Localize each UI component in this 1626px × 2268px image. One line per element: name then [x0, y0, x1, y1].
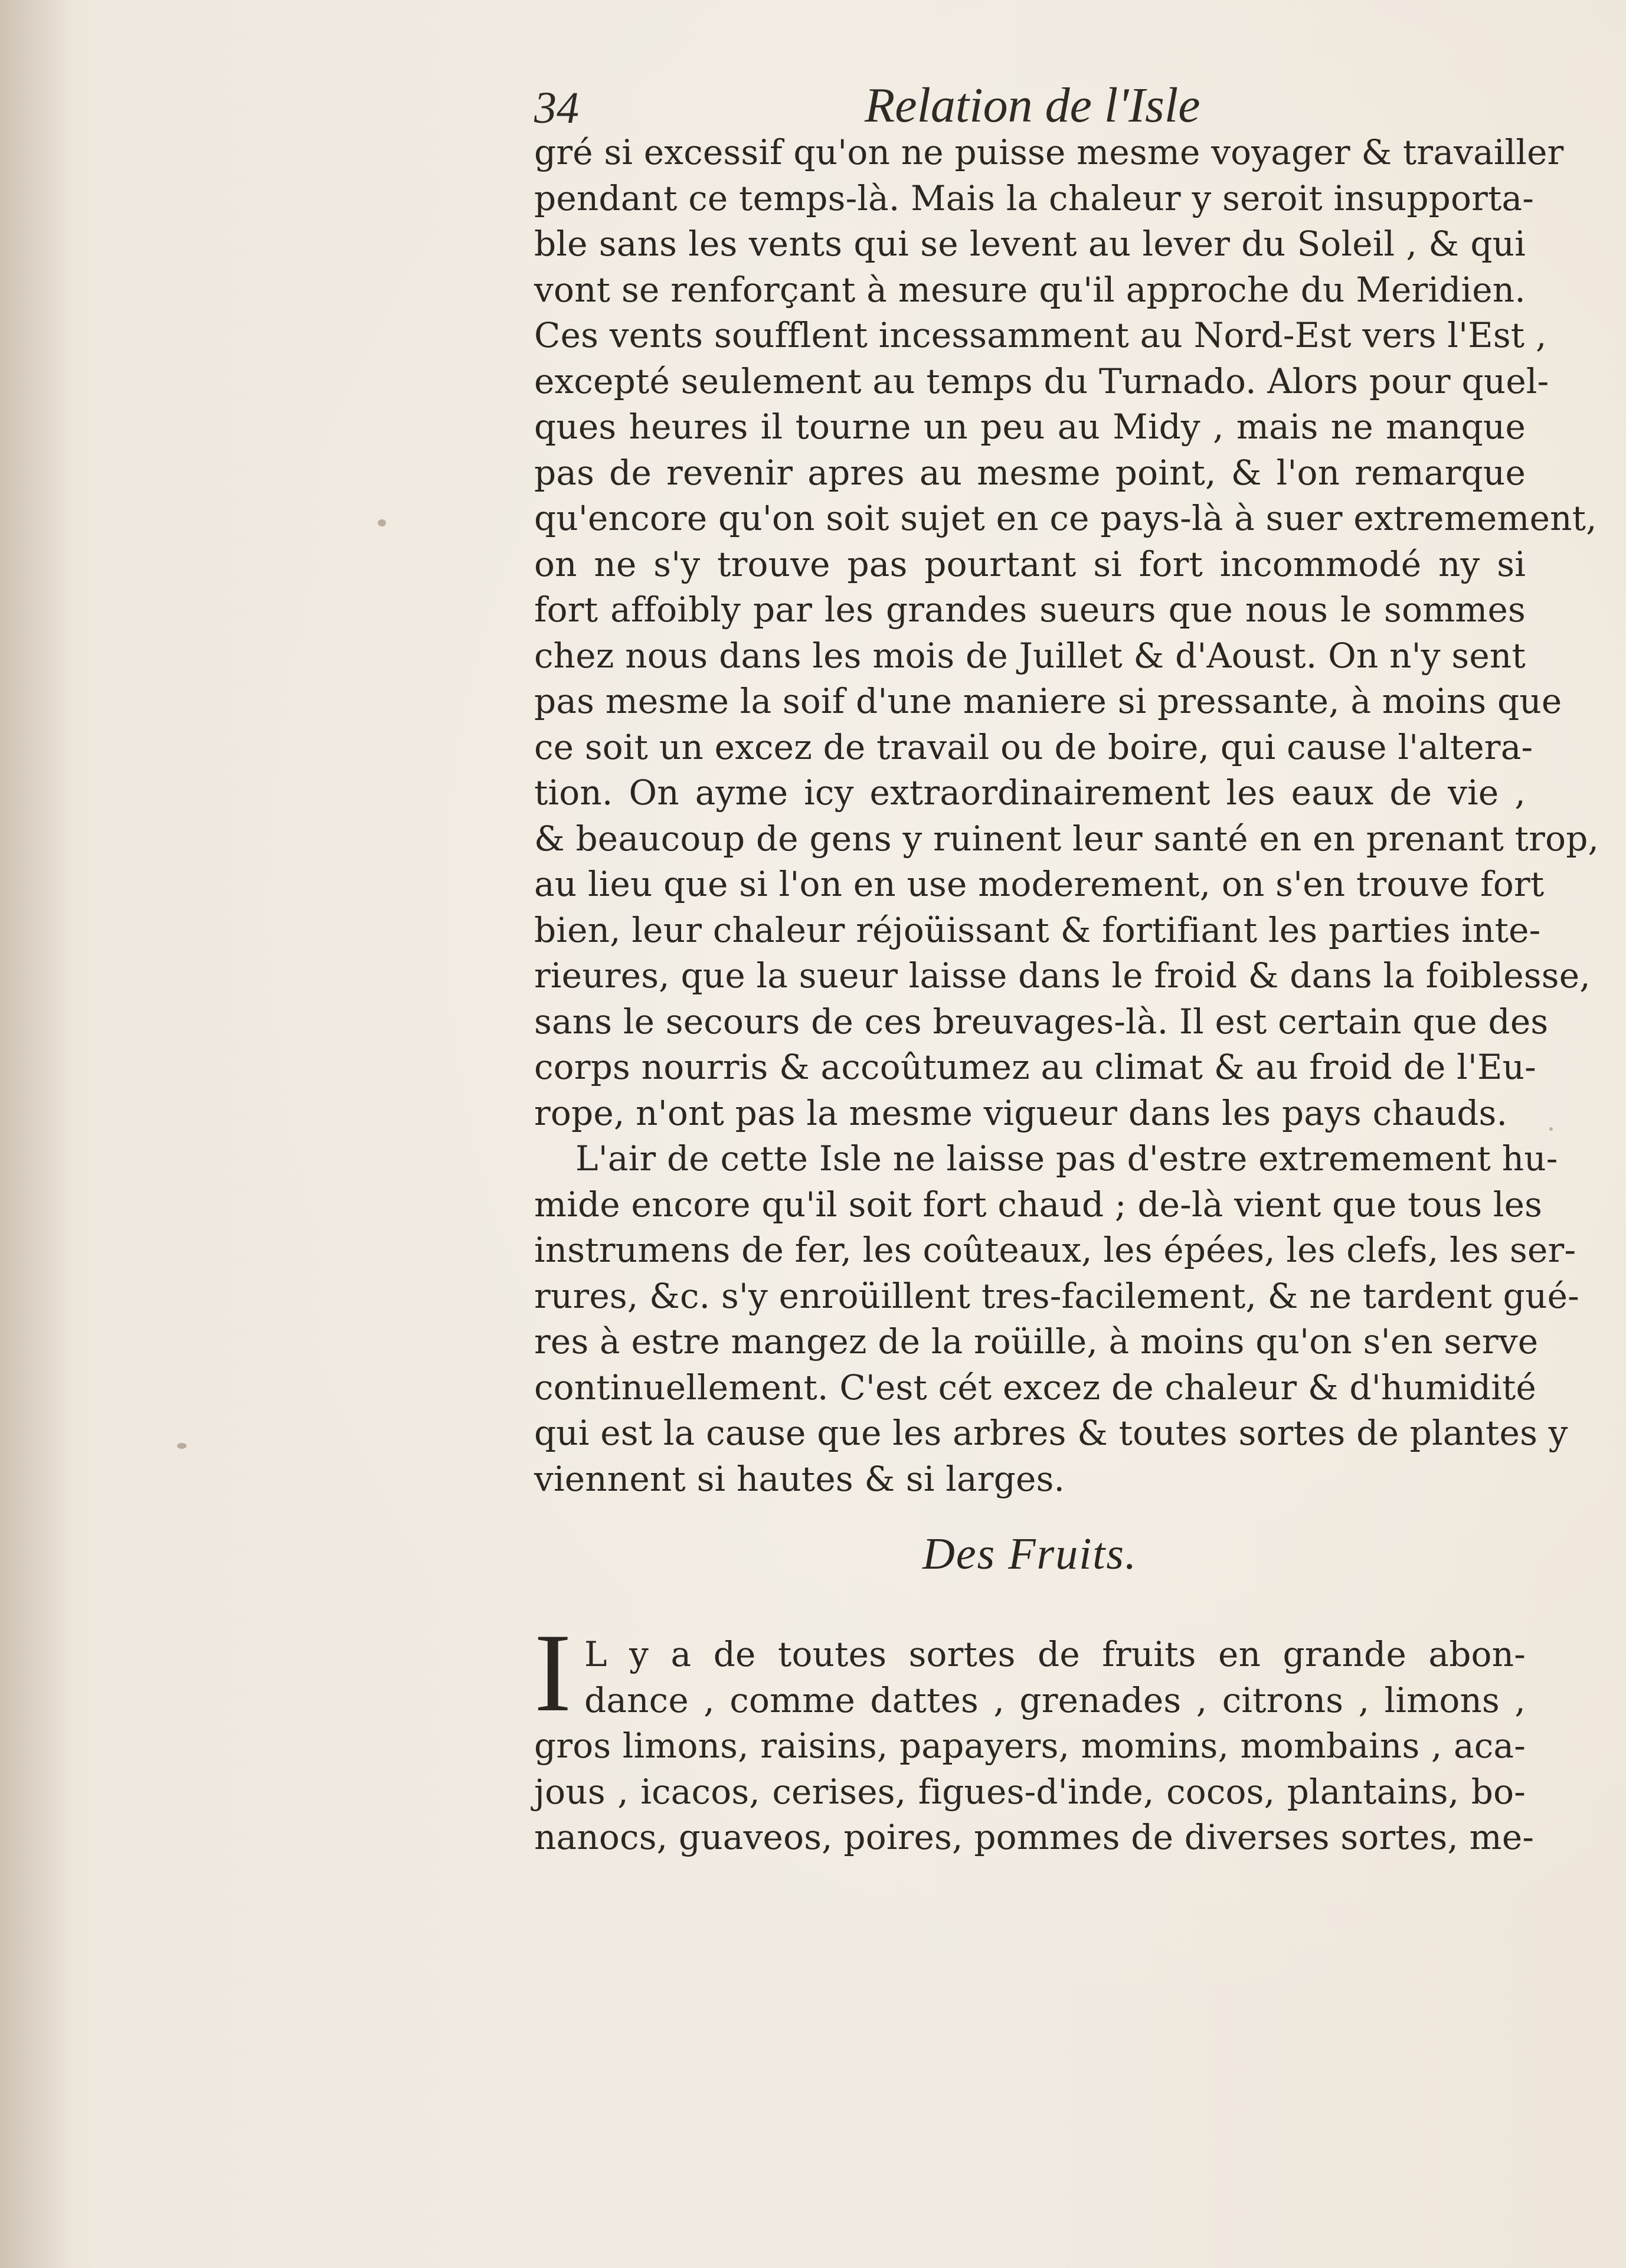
text-line: qui est la cause que les arbres & toutes sortes de plantes y — [534, 1413, 1568, 1453]
text-line: L y a de toutes sortes de fruits en grande abon- — [584, 1634, 1526, 1674]
text-line: ble sans les vents qui se levent au lever du Soleil , & qui — [534, 224, 1526, 264]
text-line: L'air de cette Isle ne laisse pas d'estre extremement hu- — [575, 1138, 1558, 1179]
text-line: pas de revenir apres au mesme point, & l'on remarque — [534, 452, 1526, 493]
page-header — [534, 74, 1198, 139]
text-line: excepté seulement au temps du Turnado. Alors pour quel- — [534, 361, 1549, 401]
text-line: pas mesme la soif d'une maniere si pressante, à moins que — [534, 681, 1562, 721]
section-title: Des Fruits. — [922, 1529, 1137, 1579]
gutter-shadow — [0, 0, 71, 2268]
text-line: rieures, que la sueur laisse dans le froid & dans la foiblesse, — [534, 955, 1591, 996]
text-line: mide encore qu'il soit fort chaud ; de-là vient que tous les — [534, 1184, 1543, 1225]
text-line: vont se renforçant à mesure qu'il approche du Meridien. — [534, 269, 1526, 310]
text-line: rures, &c. s'y enroüillent tres-facilement, & ne tardent gué- — [534, 1275, 1579, 1316]
text-line: tion. On ayme icy extraordinairement les eaux de vie , — [534, 773, 1526, 813]
text-line: rope, n'ont pas la mesme vigueur dans les pays chauds. — [534, 1092, 1508, 1133]
text-line: & beaucoup de gens y ruinent leur santé en en prenant trop, — [534, 818, 1599, 859]
text-line: viennent si hautes & si larges. — [534, 1458, 1065, 1499]
text-line: bien, leur chaleur réjoüissant & fortifiant les parties inte- — [534, 909, 1541, 950]
page-number: 34 — [534, 83, 579, 133]
paragraph-2 — [534, 1136, 1579, 1502]
text-line: au lieu que si l'on en use moderement, on s'en trouve fort — [534, 864, 1545, 904]
drop-cap: I — [534, 1611, 572, 1735]
text-line: fort affoibly par les grandes sueurs que nous le sommes — [534, 590, 1526, 630]
text-line: corps nourris & accoûtumez au climat & au froid de l'Eu- — [534, 1047, 1536, 1087]
text-line: Ces vents soufflent incessamment au Nord-Est vers l'Est , — [534, 315, 1547, 355]
foxing-spot — [378, 519, 386, 526]
text-line: continuellement. C'est cét excez de chaleur & d'humidité — [534, 1367, 1537, 1408]
text-line: on ne s'y trouve pas pourtant si fort incommodé ny si — [534, 544, 1526, 584]
text-line: ques heures il tourne un peu au Midy , mais ne manque — [534, 407, 1526, 447]
foxing-spot — [177, 1443, 187, 1449]
section-lines-top — [584, 1632, 1526, 1723]
paragraph-1 — [534, 130, 1599, 1136]
text-line: qu'encore qu'on soit sujet en ce pays-là à suer extremement, — [534, 498, 1597, 538]
running-head: Relation de l'Isle — [865, 78, 1200, 133]
text-line: gros limons, raisins, papayers, momins, mombains , aca- — [534, 1726, 1526, 1766]
text-line: instrumens de fer, les coûteaux, les épées, les clefs, les ser- — [534, 1230, 1576, 1270]
text-line: dance , comme dattes , grenades , citrons , limons , — [584, 1680, 1526, 1720]
text-line: gré si excessif qu'on ne puisse mesme voyager & travailler — [534, 132, 1564, 172]
text-line: ce soit un excez de travail ou de boire, qui cause l'altera- — [534, 726, 1533, 767]
text-line: chez nous dans les mois de Juillet & d'Aoust. On n'y sent — [534, 635, 1526, 676]
text-line: res à estre mangez de la roüille, à moins qu'on s'en serve — [534, 1321, 1539, 1362]
text-line: pendant ce temps-là. Mais la chaleur y seroit insupporta- — [534, 178, 1535, 218]
section-lines-bottom — [534, 1723, 1535, 1861]
text-line: sans le secours de ces breuvages-là. Il est certain que des — [534, 1001, 1549, 1042]
text-line: nanocs, guaveos, poires, pommes de diverses sortes, me- — [534, 1817, 1535, 1857]
text-line: jous , icacos, cerises, figues-d'inde, cocos, plantains, bo- — [534, 1771, 1526, 1812]
foxing-spot — [1549, 1127, 1553, 1131]
